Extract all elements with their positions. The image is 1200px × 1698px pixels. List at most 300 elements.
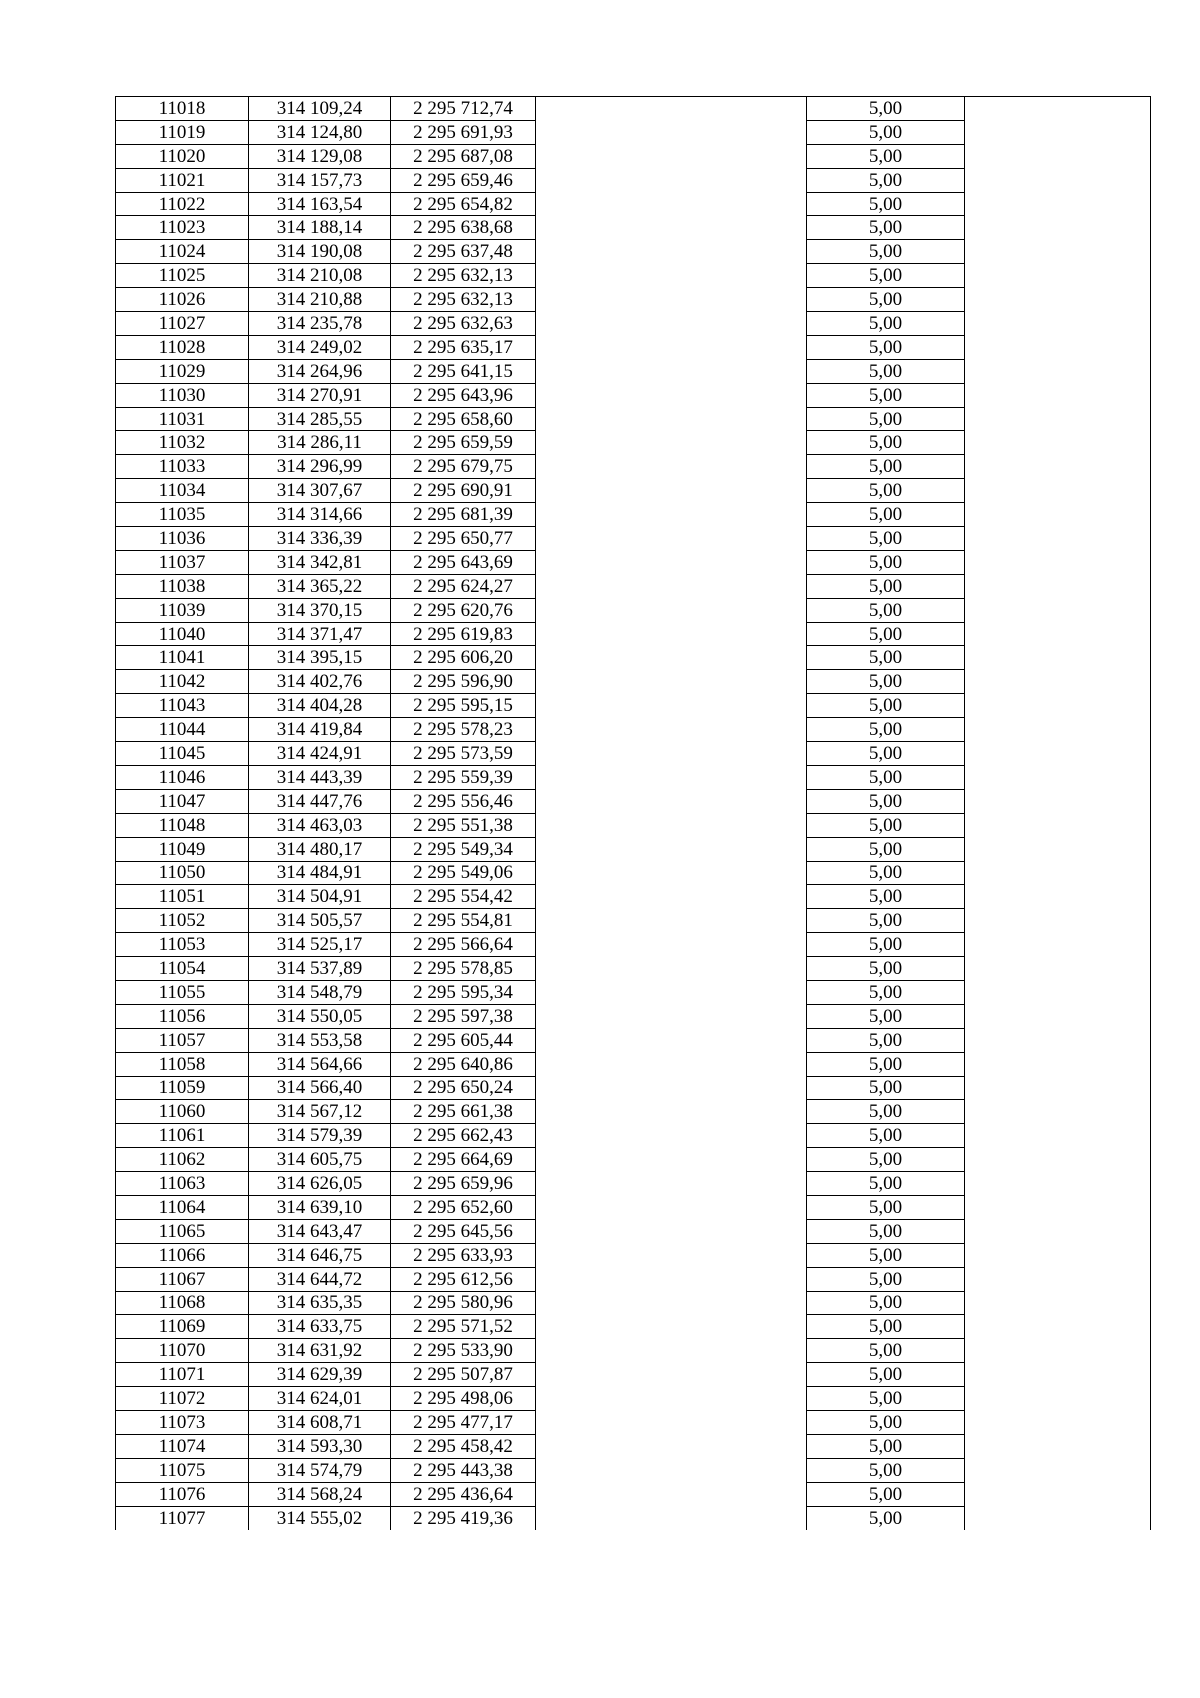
empty-cell	[965, 1387, 1151, 1411]
point-number-cell: 11058	[116, 1052, 249, 1076]
empty-cell	[965, 1267, 1151, 1291]
empty-cell	[536, 646, 807, 670]
table-row	[116, 1267, 1151, 1291]
value-cell: 5,00	[807, 1363, 965, 1387]
point-number-cell: 11056	[116, 1004, 249, 1028]
empty-cell	[536, 885, 807, 909]
table-row	[116, 1028, 1151, 1052]
point-number-cell: 11055	[116, 980, 249, 1004]
y-coordinate-cell: 2 295 633,93	[391, 1243, 536, 1267]
point-number-cell: 11051	[116, 885, 249, 909]
empty-cell	[536, 120, 807, 144]
table-row	[116, 503, 1151, 527]
empty-cell	[965, 1076, 1151, 1100]
empty-cell	[536, 431, 807, 455]
point-number-cell: 11061	[116, 1124, 249, 1148]
point-number-cell: 11019	[116, 120, 249, 144]
empty-cell	[536, 1172, 807, 1196]
point-number-cell: 11053	[116, 933, 249, 957]
x-coordinate-cell: 314 643,47	[249, 1219, 391, 1243]
x-coordinate-cell: 314 124,80	[249, 120, 391, 144]
x-coordinate-cell: 314 395,15	[249, 646, 391, 670]
table-row	[116, 933, 1151, 957]
empty-cell	[536, 264, 807, 288]
y-coordinate-cell: 2 295 573,59	[391, 742, 536, 766]
x-coordinate-cell: 314 626,05	[249, 1172, 391, 1196]
empty-cell	[965, 216, 1151, 240]
x-coordinate-cell: 314 336,39	[249, 527, 391, 551]
empty-cell	[536, 1076, 807, 1100]
y-coordinate-cell: 2 295 477,17	[391, 1410, 536, 1434]
y-coordinate-cell: 2 295 578,23	[391, 718, 536, 742]
point-number-cell: 11038	[116, 574, 249, 598]
point-number-cell: 11023	[116, 216, 249, 240]
value-cell: 5,00	[807, 240, 965, 264]
x-coordinate-cell: 314 608,71	[249, 1410, 391, 1434]
table-row	[116, 1458, 1151, 1482]
table-row	[116, 479, 1151, 503]
coordinates-table	[115, 96, 1151, 1530]
x-coordinate-cell: 314 402,76	[249, 670, 391, 694]
table-row	[116, 1291, 1151, 1315]
y-coordinate-cell: 2 295 643,96	[391, 383, 536, 407]
value-cell: 5,00	[807, 574, 965, 598]
empty-cell	[536, 694, 807, 718]
table-row	[116, 1506, 1151, 1530]
value-cell: 5,00	[807, 407, 965, 431]
y-coordinate-cell: 2 295 595,34	[391, 980, 536, 1004]
empty-cell	[536, 550, 807, 574]
y-coordinate-cell: 2 295 712,74	[391, 97, 536, 121]
value-cell: 5,00	[807, 1243, 965, 1267]
value-cell: 5,00	[807, 1100, 965, 1124]
empty-cell	[965, 1482, 1151, 1506]
value-cell: 5,00	[807, 1267, 965, 1291]
table-row	[116, 574, 1151, 598]
y-coordinate-cell: 2 295 681,39	[391, 503, 536, 527]
value-cell: 5,00	[807, 1482, 965, 1506]
x-coordinate-cell: 314 633,75	[249, 1315, 391, 1339]
empty-cell	[965, 574, 1151, 598]
x-coordinate-cell: 314 270,91	[249, 383, 391, 407]
table-row	[116, 1076, 1151, 1100]
y-coordinate-cell: 2 295 559,39	[391, 765, 536, 789]
y-coordinate-cell: 2 295 578,85	[391, 957, 536, 981]
empty-cell	[536, 1148, 807, 1172]
empty-cell	[965, 1148, 1151, 1172]
empty-cell	[965, 765, 1151, 789]
table-row	[116, 622, 1151, 646]
value-cell: 5,00	[807, 1315, 965, 1339]
empty-cell	[536, 742, 807, 766]
value-cell: 5,00	[807, 1410, 965, 1434]
empty-cell	[536, 718, 807, 742]
table-row	[116, 240, 1151, 264]
empty-cell	[536, 598, 807, 622]
empty-cell	[965, 1434, 1151, 1458]
empty-cell	[536, 1100, 807, 1124]
empty-cell	[965, 1339, 1151, 1363]
point-number-cell: 11063	[116, 1172, 249, 1196]
x-coordinate-cell: 314 210,88	[249, 288, 391, 312]
value-cell: 5,00	[807, 97, 965, 121]
empty-cell	[536, 479, 807, 503]
y-coordinate-cell: 2 295 638,68	[391, 216, 536, 240]
value-cell: 5,00	[807, 1148, 965, 1172]
point-number-cell: 11042	[116, 670, 249, 694]
empty-cell	[536, 1267, 807, 1291]
point-number-cell: 11060	[116, 1100, 249, 1124]
empty-cell	[965, 837, 1151, 861]
point-number-cell: 11073	[116, 1410, 249, 1434]
y-coordinate-cell: 2 295 661,38	[391, 1100, 536, 1124]
x-coordinate-cell: 314 564,66	[249, 1052, 391, 1076]
y-coordinate-cell: 2 295 641,15	[391, 359, 536, 383]
point-number-cell: 11028	[116, 335, 249, 359]
empty-cell	[536, 957, 807, 981]
table-row	[116, 216, 1151, 240]
y-coordinate-cell: 2 295 654,82	[391, 192, 536, 216]
point-number-cell: 11077	[116, 1506, 249, 1530]
empty-cell	[965, 312, 1151, 336]
y-coordinate-cell: 2 295 606,20	[391, 646, 536, 670]
x-coordinate-cell: 314 631,92	[249, 1339, 391, 1363]
value-cell: 5,00	[807, 909, 965, 933]
value-cell: 5,00	[807, 1172, 965, 1196]
table-row	[116, 646, 1151, 670]
value-cell: 5,00	[807, 431, 965, 455]
table-row	[116, 407, 1151, 431]
empty-cell	[536, 216, 807, 240]
value-cell: 5,00	[807, 646, 965, 670]
point-number-cell: 11067	[116, 1267, 249, 1291]
x-coordinate-cell: 314 188,14	[249, 216, 391, 240]
point-number-cell: 11045	[116, 742, 249, 766]
value-cell: 5,00	[807, 550, 965, 574]
empty-cell	[536, 1410, 807, 1434]
empty-cell	[965, 957, 1151, 981]
x-coordinate-cell: 314 635,35	[249, 1291, 391, 1315]
point-number-cell: 11026	[116, 288, 249, 312]
point-number-cell: 11070	[116, 1339, 249, 1363]
x-coordinate-cell: 314 419,84	[249, 718, 391, 742]
table-row	[116, 168, 1151, 192]
empty-cell	[536, 1363, 807, 1387]
value-cell: 5,00	[807, 1124, 965, 1148]
x-coordinate-cell: 314 593,30	[249, 1434, 391, 1458]
table-row	[116, 789, 1151, 813]
table-row	[116, 359, 1151, 383]
value-cell: 5,00	[807, 288, 965, 312]
value-cell: 5,00	[807, 742, 965, 766]
table-row	[116, 598, 1151, 622]
value-cell: 5,00	[807, 1076, 965, 1100]
table-row	[116, 765, 1151, 789]
x-coordinate-cell: 314 370,15	[249, 598, 391, 622]
x-coordinate-cell: 314 505,57	[249, 909, 391, 933]
empty-cell	[536, 97, 807, 121]
table-row	[116, 909, 1151, 933]
empty-cell	[965, 1506, 1151, 1530]
y-coordinate-cell: 2 295 643,69	[391, 550, 536, 574]
point-number-cell: 11027	[116, 312, 249, 336]
value-cell: 5,00	[807, 1387, 965, 1411]
empty-cell	[965, 120, 1151, 144]
y-coordinate-cell: 2 295 619,83	[391, 622, 536, 646]
x-coordinate-cell: 314 210,08	[249, 264, 391, 288]
x-coordinate-cell: 314 568,24	[249, 1482, 391, 1506]
table-row	[116, 335, 1151, 359]
empty-cell	[536, 1458, 807, 1482]
empty-cell	[965, 335, 1151, 359]
empty-cell	[965, 1052, 1151, 1076]
empty-cell	[536, 933, 807, 957]
value-cell: 5,00	[807, 694, 965, 718]
empty-cell	[965, 240, 1151, 264]
table-row	[116, 813, 1151, 837]
x-coordinate-cell: 314 235,78	[249, 312, 391, 336]
value-cell: 5,00	[807, 359, 965, 383]
value-cell: 5,00	[807, 479, 965, 503]
value-cell: 5,00	[807, 765, 965, 789]
x-coordinate-cell: 314 629,39	[249, 1363, 391, 1387]
empty-cell	[536, 1195, 807, 1219]
empty-cell	[965, 1410, 1151, 1434]
y-coordinate-cell: 2 295 419,36	[391, 1506, 536, 1530]
table-row	[116, 455, 1151, 479]
table-row	[116, 1172, 1151, 1196]
empty-cell	[536, 1482, 807, 1506]
y-coordinate-cell: 2 295 605,44	[391, 1028, 536, 1052]
empty-cell	[965, 598, 1151, 622]
value-cell: 5,00	[807, 837, 965, 861]
table-row	[116, 1482, 1151, 1506]
table-row	[116, 288, 1151, 312]
point-number-cell: 11041	[116, 646, 249, 670]
value-cell: 5,00	[807, 264, 965, 288]
y-coordinate-cell: 2 295 691,93	[391, 120, 536, 144]
empty-cell	[536, 168, 807, 192]
y-coordinate-cell: 2 295 664,69	[391, 1148, 536, 1172]
value-cell: 5,00	[807, 670, 965, 694]
value-cell: 5,00	[807, 1004, 965, 1028]
empty-cell	[536, 789, 807, 813]
point-number-cell: 11033	[116, 455, 249, 479]
table-row	[116, 1387, 1151, 1411]
point-number-cell: 11046	[116, 765, 249, 789]
empty-cell	[965, 527, 1151, 551]
table-row	[116, 1100, 1151, 1124]
empty-cell	[965, 479, 1151, 503]
table-row	[116, 694, 1151, 718]
point-number-cell: 11031	[116, 407, 249, 431]
value-cell: 5,00	[807, 885, 965, 909]
empty-cell	[536, 1506, 807, 1530]
value-cell: 5,00	[807, 192, 965, 216]
point-number-cell: 11068	[116, 1291, 249, 1315]
point-number-cell: 11025	[116, 264, 249, 288]
empty-cell	[965, 718, 1151, 742]
empty-cell	[965, 1291, 1151, 1315]
x-coordinate-cell: 314 424,91	[249, 742, 391, 766]
table-row	[116, 383, 1151, 407]
y-coordinate-cell: 2 295 620,76	[391, 598, 536, 622]
empty-cell	[536, 1028, 807, 1052]
point-number-cell: 11047	[116, 789, 249, 813]
y-coordinate-cell: 2 295 551,38	[391, 813, 536, 837]
y-coordinate-cell: 2 295 679,75	[391, 455, 536, 479]
empty-cell	[536, 980, 807, 1004]
y-coordinate-cell: 2 295 645,56	[391, 1219, 536, 1243]
y-coordinate-cell: 2 295 650,24	[391, 1076, 536, 1100]
empty-cell	[965, 192, 1151, 216]
empty-cell	[536, 288, 807, 312]
table-row	[116, 1363, 1151, 1387]
empty-cell	[965, 933, 1151, 957]
y-coordinate-cell: 2 295 571,52	[391, 1315, 536, 1339]
x-coordinate-cell: 314 447,76	[249, 789, 391, 813]
table-row	[116, 1434, 1151, 1458]
point-number-cell: 11065	[116, 1219, 249, 1243]
point-number-cell: 11054	[116, 957, 249, 981]
x-coordinate-cell: 314 566,40	[249, 1076, 391, 1100]
x-coordinate-cell: 314 574,79	[249, 1458, 391, 1482]
y-coordinate-cell: 2 295 596,90	[391, 670, 536, 694]
x-coordinate-cell: 314 555,02	[249, 1506, 391, 1530]
point-number-cell: 11076	[116, 1482, 249, 1506]
x-coordinate-cell: 314 567,12	[249, 1100, 391, 1124]
y-coordinate-cell: 2 295 566,64	[391, 933, 536, 957]
table-row	[116, 1339, 1151, 1363]
empty-cell	[965, 670, 1151, 694]
value-cell: 5,00	[807, 1219, 965, 1243]
empty-cell	[965, 288, 1151, 312]
empty-cell	[965, 144, 1151, 168]
empty-cell	[965, 431, 1151, 455]
empty-cell	[965, 455, 1151, 479]
empty-cell	[965, 1243, 1151, 1267]
table-row	[116, 1219, 1151, 1243]
x-coordinate-cell: 314 285,55	[249, 407, 391, 431]
x-coordinate-cell: 314 157,73	[249, 168, 391, 192]
x-coordinate-cell: 314 504,91	[249, 885, 391, 909]
empty-cell	[965, 646, 1151, 670]
x-coordinate-cell: 314 525,17	[249, 933, 391, 957]
y-coordinate-cell: 2 295 640,86	[391, 1052, 536, 1076]
table-row	[116, 1243, 1151, 1267]
empty-cell	[536, 837, 807, 861]
x-coordinate-cell: 314 129,08	[249, 144, 391, 168]
value-cell: 5,00	[807, 1195, 965, 1219]
empty-cell	[965, 694, 1151, 718]
empty-cell	[965, 1172, 1151, 1196]
value-cell: 5,00	[807, 861, 965, 885]
value-cell: 5,00	[807, 455, 965, 479]
value-cell: 5,00	[807, 813, 965, 837]
value-cell: 5,00	[807, 718, 965, 742]
empty-cell	[536, 622, 807, 646]
point-number-cell: 11043	[116, 694, 249, 718]
y-coordinate-cell: 2 295 637,48	[391, 240, 536, 264]
y-coordinate-cell: 2 295 533,90	[391, 1339, 536, 1363]
table-row	[116, 980, 1151, 1004]
table-row	[116, 431, 1151, 455]
table-row	[116, 550, 1151, 574]
x-coordinate-cell: 314 404,28	[249, 694, 391, 718]
point-number-cell: 11048	[116, 813, 249, 837]
value-cell: 5,00	[807, 503, 965, 527]
table-row	[116, 1052, 1151, 1076]
point-number-cell: 11074	[116, 1434, 249, 1458]
y-coordinate-cell: 2 295 659,46	[391, 168, 536, 192]
y-coordinate-cell: 2 295 659,59	[391, 431, 536, 455]
x-coordinate-cell: 314 548,79	[249, 980, 391, 1004]
y-coordinate-cell: 2 295 554,81	[391, 909, 536, 933]
point-number-cell: 11018	[116, 97, 249, 121]
empty-cell	[536, 670, 807, 694]
empty-cell	[536, 1004, 807, 1028]
table-row	[116, 1124, 1151, 1148]
y-coordinate-cell: 2 295 595,15	[391, 694, 536, 718]
y-coordinate-cell: 2 295 549,06	[391, 861, 536, 885]
y-coordinate-cell: 2 295 549,34	[391, 837, 536, 861]
x-coordinate-cell: 314 190,08	[249, 240, 391, 264]
point-number-cell: 11049	[116, 837, 249, 861]
x-coordinate-cell: 314 550,05	[249, 1004, 391, 1028]
table-row	[116, 670, 1151, 694]
y-coordinate-cell: 2 295 687,08	[391, 144, 536, 168]
value-cell: 5,00	[807, 933, 965, 957]
empty-cell	[536, 1339, 807, 1363]
empty-cell	[965, 1004, 1151, 1028]
y-coordinate-cell: 2 295 580,96	[391, 1291, 536, 1315]
x-coordinate-cell: 314 480,17	[249, 837, 391, 861]
table-body	[116, 97, 1151, 1530]
empty-cell	[536, 407, 807, 431]
point-number-cell: 11066	[116, 1243, 249, 1267]
value-cell: 5,00	[807, 598, 965, 622]
x-coordinate-cell: 314 249,02	[249, 335, 391, 359]
value-cell: 5,00	[807, 527, 965, 551]
x-coordinate-cell: 314 579,39	[249, 1124, 391, 1148]
y-coordinate-cell: 2 295 556,46	[391, 789, 536, 813]
point-number-cell: 11050	[116, 861, 249, 885]
x-coordinate-cell: 314 307,67	[249, 479, 391, 503]
value-cell: 5,00	[807, 120, 965, 144]
y-coordinate-cell: 2 295 635,17	[391, 335, 536, 359]
value-cell: 5,00	[807, 622, 965, 646]
point-number-cell: 11052	[116, 909, 249, 933]
table-row	[116, 885, 1151, 909]
empty-cell	[536, 1052, 807, 1076]
point-number-cell: 11062	[116, 1148, 249, 1172]
x-coordinate-cell: 314 644,72	[249, 1267, 391, 1291]
value-cell: 5,00	[807, 1291, 965, 1315]
y-coordinate-cell: 2 295 632,13	[391, 264, 536, 288]
empty-cell	[965, 407, 1151, 431]
empty-cell	[965, 1100, 1151, 1124]
empty-cell	[965, 1363, 1151, 1387]
table-row	[116, 120, 1151, 144]
point-number-cell: 11034	[116, 479, 249, 503]
empty-cell	[965, 980, 1151, 1004]
empty-cell	[965, 1458, 1151, 1482]
table-row	[116, 861, 1151, 885]
point-number-cell: 11022	[116, 192, 249, 216]
value-cell: 5,00	[807, 312, 965, 336]
empty-cell	[536, 383, 807, 407]
point-number-cell: 11030	[116, 383, 249, 407]
